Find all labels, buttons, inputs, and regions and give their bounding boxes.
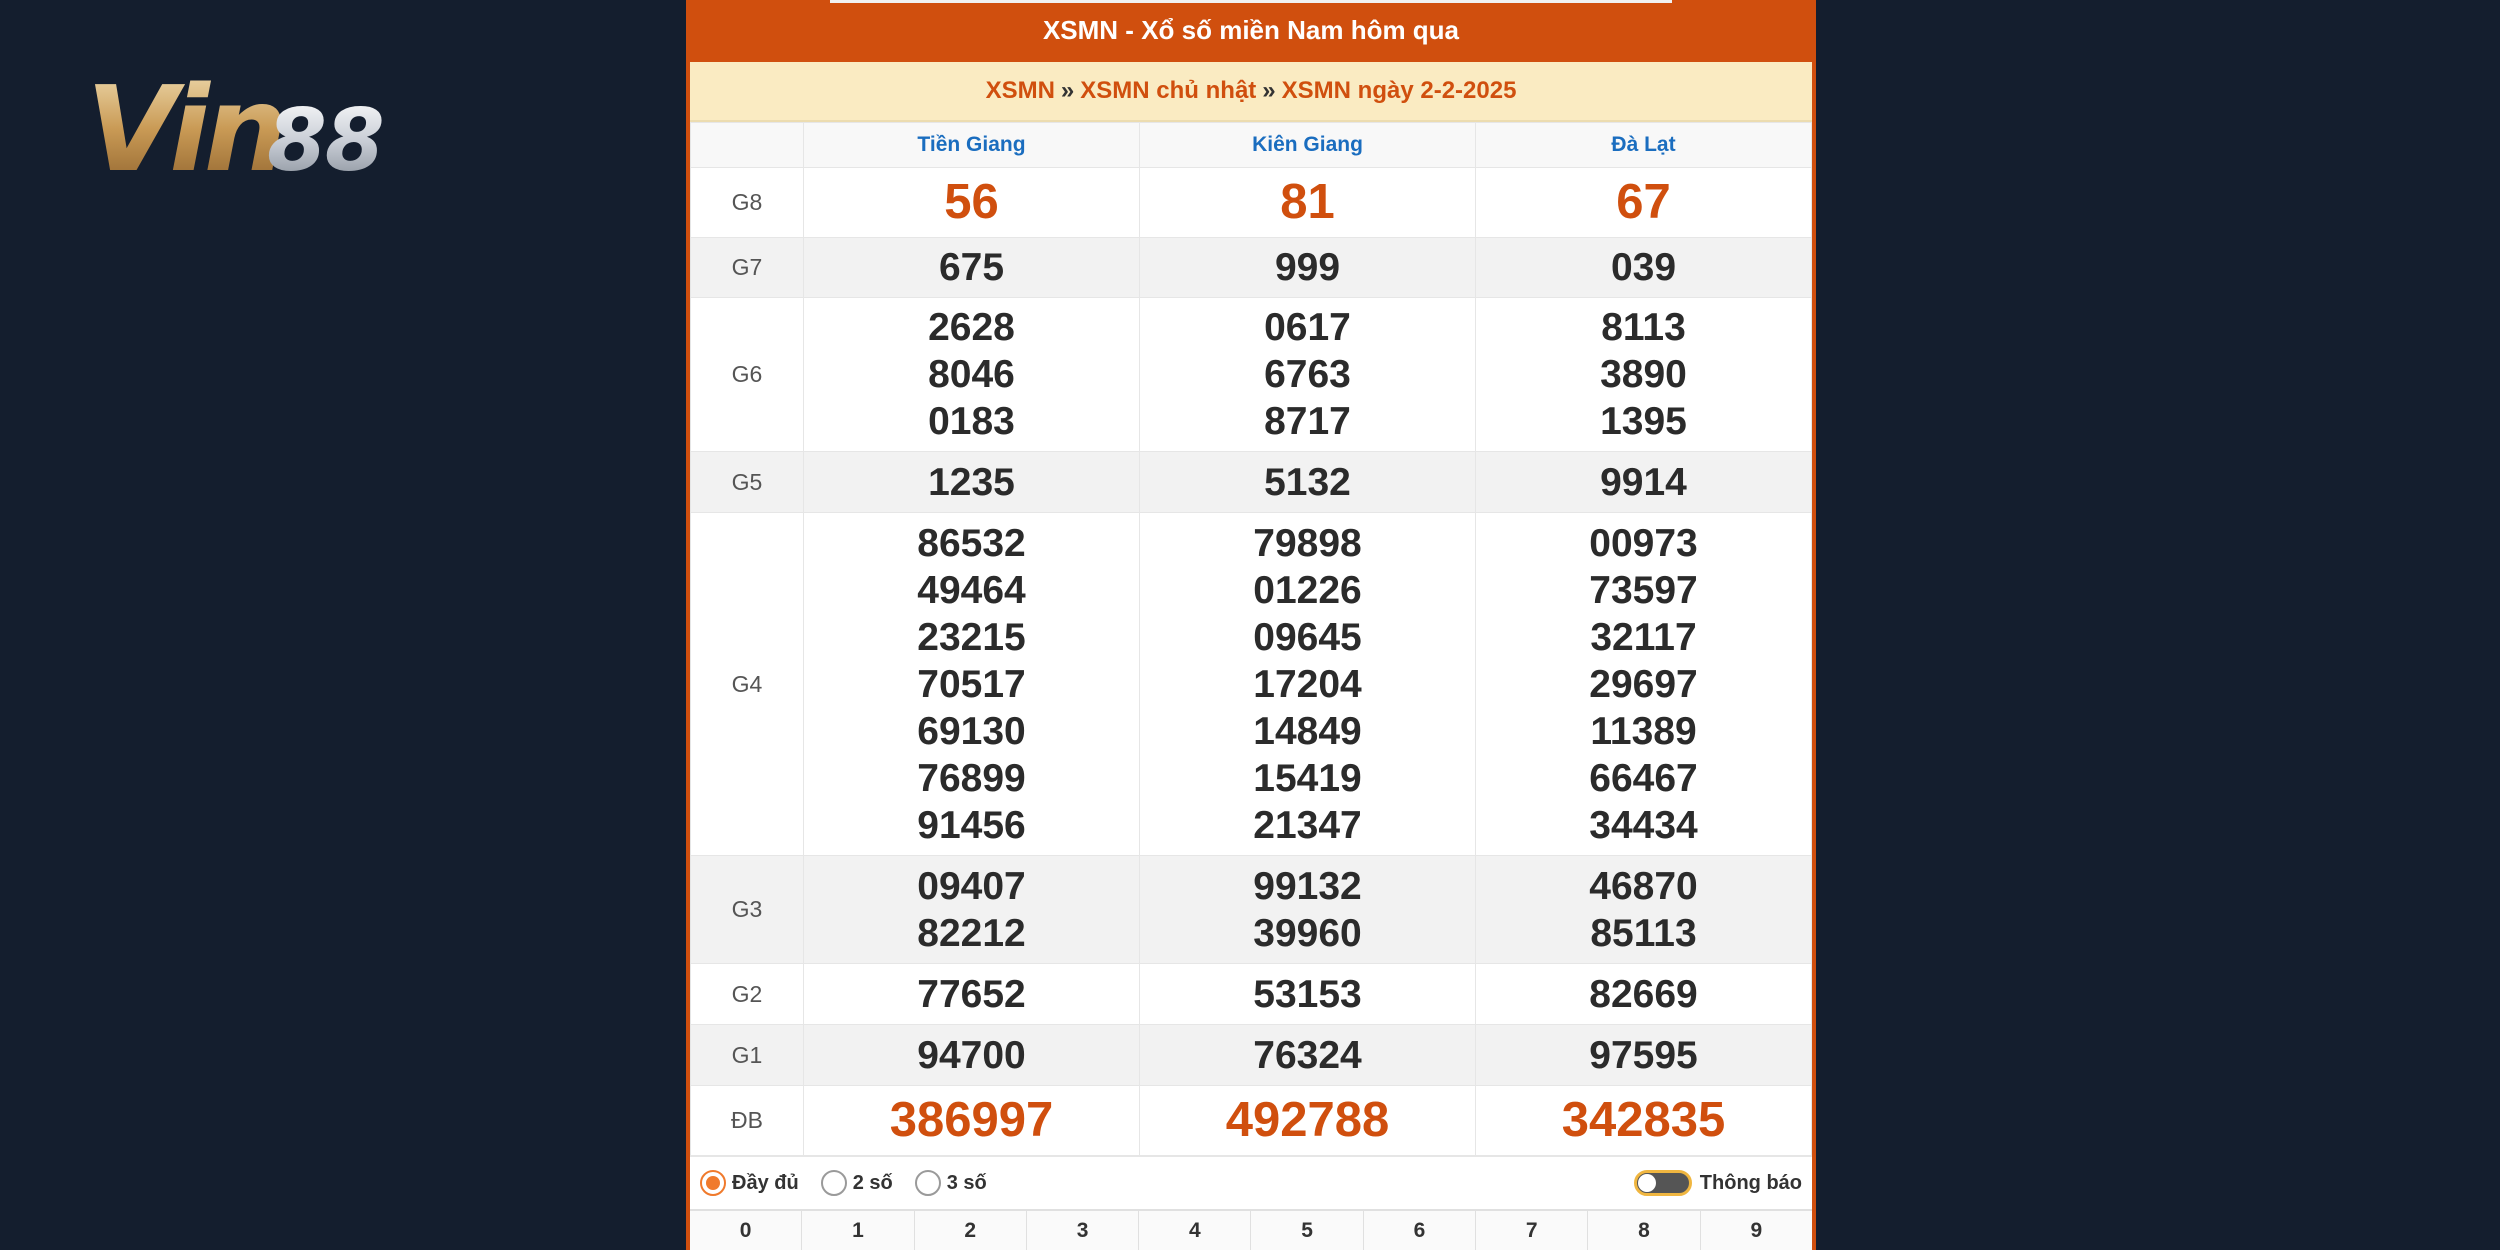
result-number: 00973 <box>1589 521 1698 565</box>
prize-row <box>691 513 1812 856</box>
result-number: 82212 <box>917 911 1026 955</box>
result-number: 8717 <box>1264 400 1351 443</box>
result-cell <box>1140 238 1476 298</box>
result-number: 67 <box>1616 175 1671 229</box>
digit-header-row <box>690 1209 1812 1250</box>
notification-toggle[interactable] <box>1634 1170 1802 1196</box>
result-cell <box>1476 238 1812 298</box>
result-number: 82669 <box>1589 972 1698 1016</box>
result-number: 21347 <box>1253 803 1362 847</box>
result-number: 29697 <box>1589 662 1698 706</box>
title-top-line <box>830 0 1672 3</box>
digit-cell[interactable]: 1 <box>802 1211 914 1250</box>
digit-cell[interactable]: 8 <box>1588 1211 1700 1250</box>
result-number: 56 <box>944 175 999 229</box>
result-number: 11389 <box>1590 709 1697 753</box>
result-number: 492788 <box>1225 1093 1390 1147</box>
panel-title <box>690 0 1812 62</box>
prize-label: G7 <box>691 238 804 298</box>
toggle-switch[interactable] <box>1634 1170 1692 1196</box>
result-number: 999 <box>1274 246 1341 289</box>
breadcrumb-link-sunday[interactable]: XSMN chủ nhật <box>1080 77 1257 104</box>
result-cell <box>804 1086 1140 1156</box>
prize-column-header <box>691 123 804 168</box>
digit-cell[interactable]: 0 <box>690 1211 802 1250</box>
result-cell <box>1140 1025 1476 1086</box>
radio-full-label: Đầy đủ <box>732 1171 799 1194</box>
result-cell <box>1476 1025 1812 1086</box>
result-cell <box>1140 168 1476 238</box>
radio-two-digits[interactable] <box>821 1170 893 1196</box>
digit-cell[interactable]: 2 <box>915 1211 1027 1250</box>
breadcrumb-separator: » <box>1262 77 1276 104</box>
digit-cell[interactable]: 4 <box>1139 1211 1251 1250</box>
result-number: 39960 <box>1253 911 1362 955</box>
result-number: 91456 <box>917 803 1026 847</box>
result-number: 09645 <box>1253 615 1362 659</box>
result-number: 01226 <box>1253 568 1362 612</box>
result-number: 6763 <box>1264 353 1351 396</box>
prize-label: G5 <box>691 452 804 513</box>
prize-label: G6 <box>691 298 804 452</box>
radio-two-digits-circle[interactable] <box>821 1170 847 1196</box>
result-cell <box>1476 452 1812 513</box>
result-number: 70517 <box>917 662 1026 706</box>
result-number: 23215 <box>917 615 1026 659</box>
result-number: 34434 <box>1589 803 1698 847</box>
result-number: 97595 <box>1589 1033 1698 1077</box>
result-cell <box>804 856 1140 964</box>
result-cell <box>1140 513 1476 856</box>
result-number: 79898 <box>1253 521 1362 565</box>
panel-title-text: XSMN - Xổ số miền Nam hôm qua <box>1042 15 1460 45</box>
result-number: 1395 <box>1600 400 1687 443</box>
result-number: 76324 <box>1253 1033 1362 1077</box>
radio-three-digits[interactable] <box>915 1170 987 1196</box>
result-number: 386997 <box>889 1093 1054 1147</box>
result-number: 342835 <box>1561 1093 1726 1147</box>
result-cell <box>1140 298 1476 452</box>
result-number: 09407 <box>917 864 1026 908</box>
result-number: 8046 <box>928 353 1015 396</box>
prize-label: ĐB <box>691 1086 804 1156</box>
result-number: 77652 <box>917 972 1026 1016</box>
result-cell <box>1140 964 1476 1025</box>
digit-cell[interactable]: 3 <box>1027 1211 1139 1250</box>
prize-label: G8 <box>691 168 804 238</box>
result-cell <box>1140 452 1476 513</box>
breadcrumb <box>690 62 1812 122</box>
province-header-row <box>691 123 1812 168</box>
result-number: 53153 <box>1253 972 1362 1016</box>
result-cell <box>804 964 1140 1025</box>
result-number: 3890 <box>1600 353 1687 396</box>
display-options-bar <box>690 1156 1812 1209</box>
result-number: 0617 <box>1264 306 1351 349</box>
prize-row <box>691 856 1812 964</box>
result-cell <box>804 168 1140 238</box>
digit-cell[interactable]: 9 <box>1701 1211 1812 1250</box>
result-cell <box>1140 856 1476 964</box>
result-number: 85113 <box>1590 911 1697 955</box>
breadcrumb-link-xsmn[interactable]: XSMN <box>985 77 1055 104</box>
result-number: 2628 <box>928 306 1015 349</box>
breadcrumb-link-date[interactable]: XSMN ngày 2-2-2025 <box>1281 77 1517 104</box>
result-number: 17204 <box>1253 662 1362 706</box>
prize-row <box>691 238 1812 298</box>
radio-full-circle[interactable] <box>700 1170 726 1196</box>
province-header[interactable]: Kiên Giang <box>1140 123 1476 168</box>
result-cell <box>804 298 1140 452</box>
results-panel <box>686 0 1816 1250</box>
radio-full[interactable] <box>700 1170 799 1196</box>
prize-row <box>691 964 1812 1025</box>
digit-cell[interactable]: 7 <box>1476 1211 1588 1250</box>
province-header[interactable]: Đà Lạt <box>1476 123 1812 168</box>
result-number: 86532 <box>917 521 1026 565</box>
prize-row <box>691 298 1812 452</box>
result-cell <box>804 513 1140 856</box>
prize-label: G3 <box>691 856 804 964</box>
vin88-logo <box>82 52 452 192</box>
results-body <box>691 168 1812 1156</box>
result-number: 8113 <box>1601 306 1686 349</box>
result-cell <box>804 1025 1140 1086</box>
logo-text-vin: Vin <box>86 60 282 192</box>
result-number: 73597 <box>1589 568 1698 612</box>
result-number: 675 <box>938 246 1005 289</box>
prize-row <box>691 452 1812 513</box>
breadcrumb-separator: » <box>1060 77 1075 104</box>
result-cell <box>1476 856 1812 964</box>
result-number: 9914 <box>1600 460 1687 504</box>
radio-three-digits-label: 3 số <box>946 1171 987 1194</box>
prize-label: G2 <box>691 964 804 1025</box>
result-number: 1235 <box>928 460 1015 504</box>
result-cell <box>1476 513 1812 856</box>
result-number: 49464 <box>917 568 1026 612</box>
result-cell <box>1476 298 1812 452</box>
result-number: 94700 <box>917 1033 1026 1077</box>
logo-text-88: 88 <box>267 91 383 191</box>
result-number: 14849 <box>1253 709 1362 753</box>
prize-row <box>691 1025 1812 1086</box>
result-number: 5132 <box>1264 460 1351 504</box>
prize-row <box>691 1086 1812 1156</box>
results-table <box>690 122 1812 1156</box>
result-number: 81 <box>1280 175 1335 229</box>
digit-cell[interactable]: 5 <box>1251 1211 1363 1250</box>
result-number: 99132 <box>1253 864 1362 908</box>
result-number: 69130 <box>917 709 1026 753</box>
province-header[interactable]: Tiền Giang <box>804 123 1140 168</box>
result-number: 15419 <box>1253 756 1362 800</box>
vin88-logo-graphic <box>82 52 452 192</box>
result-cell <box>804 452 1140 513</box>
toggle-knob <box>1638 1174 1656 1192</box>
radio-three-digits-circle[interactable] <box>915 1170 941 1196</box>
result-number: 46870 <box>1589 864 1698 908</box>
result-number: 66467 <box>1589 756 1698 800</box>
result-number: 0183 <box>928 400 1015 443</box>
result-number: 32117 <box>1590 615 1697 659</box>
result-cell <box>1476 1086 1812 1156</box>
result-cell <box>804 238 1140 298</box>
radio-two-digits-label: 2 số <box>852 1171 893 1194</box>
prize-label: G1 <box>691 1025 804 1086</box>
digit-cell[interactable]: 6 <box>1364 1211 1476 1250</box>
result-cell <box>1476 168 1812 238</box>
result-cell <box>1476 964 1812 1025</box>
result-number: 76899 <box>917 756 1026 800</box>
result-number: 039 <box>1610 246 1677 289</box>
notification-toggle-label: Thông báo <box>1699 1171 1802 1194</box>
prize-label: G4 <box>691 513 804 856</box>
result-cell <box>1140 1086 1476 1156</box>
prize-row <box>691 168 1812 238</box>
